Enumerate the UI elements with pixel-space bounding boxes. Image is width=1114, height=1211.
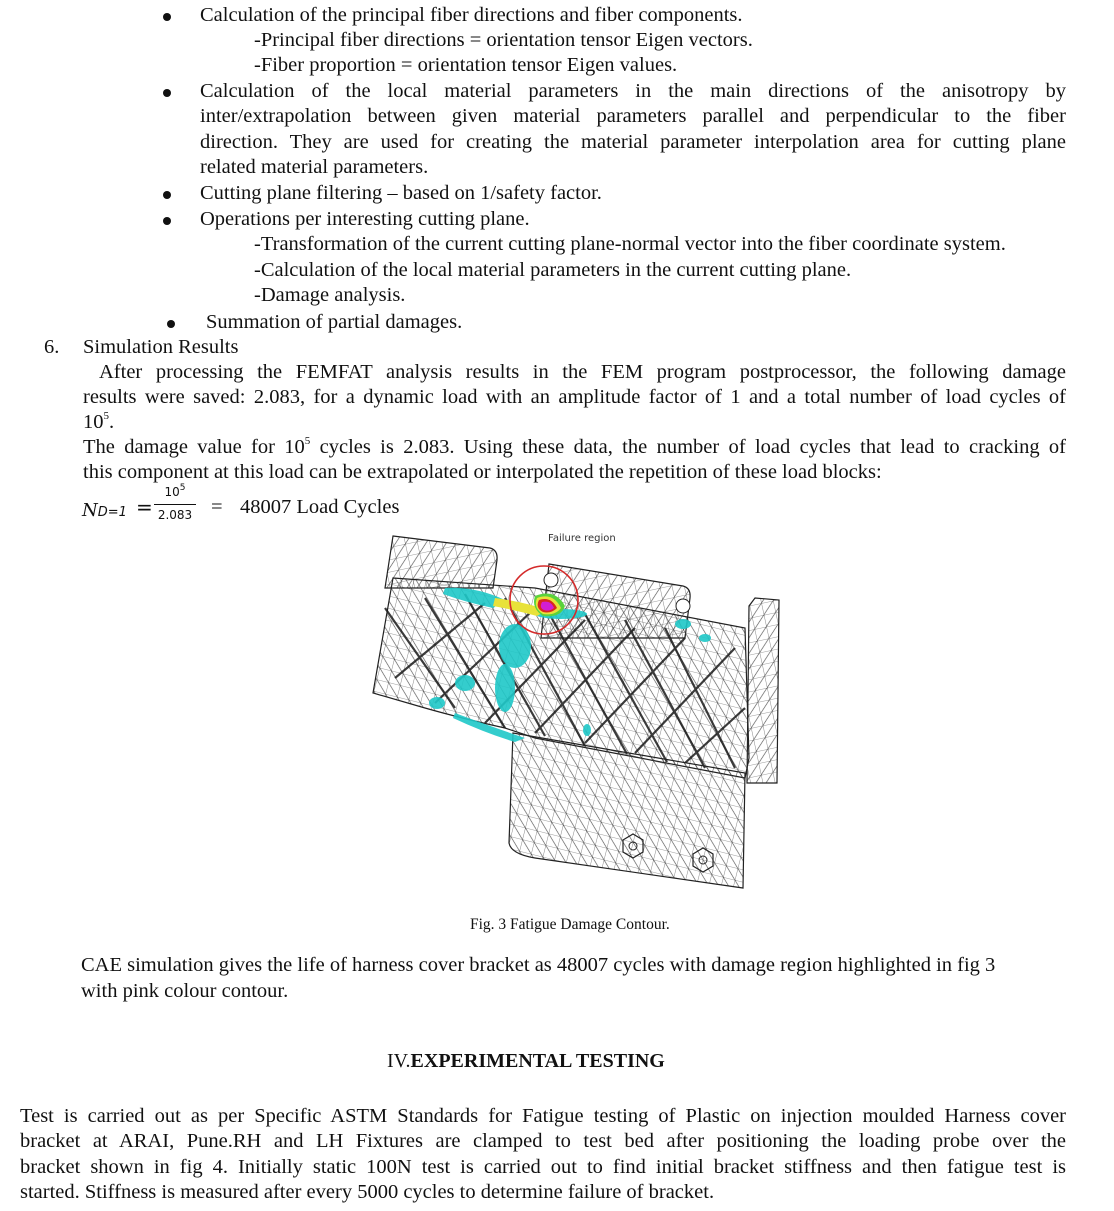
failure-region-annotation: Failure region: [548, 533, 616, 544]
paragraph-cae-line2: with pink colour contour.: [81, 980, 289, 1002]
bullet-marker: [163, 89, 171, 97]
fem-mesh-image: [365, 528, 785, 890]
bullet-marker: [163, 191, 171, 199]
equation-equals: =: [136, 495, 153, 519]
sub-item-damage-analysis: -Damage analysis.: [254, 284, 406, 306]
bullet-item-local-material-line2: inter/extrapolation between given material parameters parallel and perpendicular to the fiber: [200, 105, 1066, 127]
paragraph-testing-line3: bracket shown in fig 4. Initially static 100N test is carried out to find initial bracket stiffness and then fatigue test is: [20, 1156, 1066, 1178]
equation-denominator: 2.083: [157, 508, 193, 522]
equation-numerator: $10^5$: [164, 483, 186, 499]
bullet-marker: [163, 13, 171, 21]
equation-lhs: ND=1: [82, 500, 127, 521]
section-number: 6.: [44, 336, 60, 358]
section-heading-experimental-testing: [387, 1049, 665, 1074]
bullet-item-cutting-plane-filtering: Cutting plane filtering – based on 1/safety factor.: [200, 182, 602, 204]
bullet-item-operations: Operations per interesting cutting plane.: [200, 208, 530, 230]
bullet-item-local-material-line4: related material parameters.: [200, 156, 429, 178]
paragraph-testing-line4: started. Stiffness is measured after every 5000 cycles to determine failure of bracket.: [20, 1181, 715, 1203]
bullet-item-local-material-line1: Calculation of the local material parameters in the main directions of the anisotropy by: [200, 80, 1066, 102]
bullet-item-principal-fiber: Calculation of the principal fiber directions and fiber components.: [200, 4, 743, 26]
section-numeral: IV.: [387, 1050, 411, 1072]
bullet-item-summation: Summation of partial damages.: [206, 311, 463, 333]
section-title: EXPERIMENTAL TESTING: [410, 1050, 665, 1072]
paragraph-testing-line2: bracket at ARAI, Pune.RH and LH Fixtures are clamped to test bed after positioning the loading probe over the: [20, 1130, 1066, 1152]
figure-caption: Fig. 3 Fatigue Damage Contour.: [470, 916, 670, 933]
sub-item-fiber-proportion: -Fiber proportion = orientation tensor Eigen values.: [254, 54, 678, 76]
paragraph-damage-line1: The damage value for $10^5$ cycles is 2.083. Using these data, the number of load cycles that lead to cracking of: [83, 435, 1066, 458]
paragraph-femfat-line2: results were saved: 2.083, for a dynamic load with an amplitude factor of 1 and a total number of load cycles of: [83, 386, 1066, 408]
equation-equals-2: =: [211, 496, 223, 518]
paragraph-femfat-line3: $10^5$.: [83, 410, 115, 433]
fraction-bar: [154, 504, 196, 505]
section-title: Simulation Results: [83, 336, 239, 358]
equation-result: 48007 Load Cycles: [240, 496, 400, 518]
bullet-marker: [167, 320, 175, 328]
sub-item-local-params: -Calculation of the local material parameters in the current cutting plane.: [254, 259, 852, 281]
bullet-marker: [163, 217, 171, 225]
paragraph-damage-line2: this component at this load can be extrapolated or interpolated the repetition of these load blocks:: [83, 461, 882, 483]
bullet-item-local-material-line3: direction. They are used for creating the material parameter interpolation area for cutting plane: [200, 131, 1066, 153]
paragraph-cae-line1: CAE simulation gives the life of harness cover bracket as 48007 cycles with damage region highlighted in fig 3: [81, 954, 996, 976]
sub-item-transformation: -Transformation of the current cutting plane-normal vector into the fiber coordinate system.: [254, 233, 1006, 255]
paragraph-femfat-line1: After processing the FEMFAT analysis results in the FEM program postprocessor, the following damage: [99, 361, 1066, 383]
sub-item-fiber-directions: -Principal fiber directions = orientation tensor Eigen vectors.: [254, 29, 753, 51]
paragraph-testing-line1: Test is carried out as per Specific ASTM Standards for Fatigue testing of Plastic on injection moulded Harness cover: [20, 1105, 1066, 1127]
